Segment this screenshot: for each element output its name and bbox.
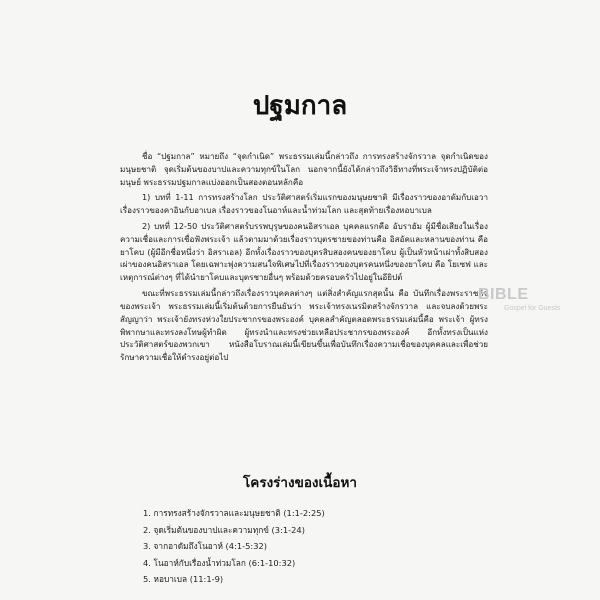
body-text (120, 150, 488, 367)
summary-paragraph: ขณะที่พระธรรมเล่มนี้กล่าวถึงเรื่องราวบุคคลต่างๆ แต่สิ่งสำคัญแรกสุดนั้น คือ บันทึกเรื่องพระราชกิจของพระเจ้า พระธรรมเล่มนี้เริ่มต้นด้วยการยืนยันว่า พระเจ้าทรงเนรมิตสร้างจักรวาล และจบลงด้วยพระสัญญาว่า พระเจ้ายังทรงห่วงใยประชากรของพระองค์ บุคคลสำคัญตลอดพระธรรมเล่มนี้คือ พระเจ้า ผู้ทรงพิพากษาและทรงลงโทษผู้ทำผิด ผู้ทรงนำและทรงช่วยเหลือประชากรของพระองค์ อีกทั้งทรงเป็นแห่งประวัติศาสตร์ของพวกเขา หนังสือโบราณเล่มนี้เขียนขึ้นเพื่อบันทึกเรื่องความเชื่อของบุคคลและเพื่อช่วยรักษาความเชื่อให้ดำรงอยู่ต่อไป (120, 287, 488, 363)
watermark-main-text: BIBLE (478, 286, 529, 303)
page-title: ปฐมกาล (252, 91, 348, 121)
intro-paragraph: ชื่อ “ปฐมกาล” หมายถึง “จุดกำเนิด” พระธรรมเล่มนี้กล่าวถึง การทรงสร้างจักรวาล จุดกำเนิดของมนุษยชาติ จุดเริ่มต้นของบาปและความทุกข์ในโลก นอกจากนี้ยังได้กล่าวถึงวิธีทางที่พระเจ้าทรงปฏิบัติต่อมนุษย์ พระธรรมปฐมกาลแบ่งออกเป็นสองตอนหลักคือ (120, 151, 488, 187)
section-paragraph-2: 2) บทที่ 12-50 ประวัติศาสตร์บรรพบุรุษของคนอิสราเอล บุคคลแรกคือ อับราฮัม ผู้มีชื่อเสียงในเรื่องความเชื่อและการเชื่อฟังพระเจ้า แล้วตามมาด้วยเรื่องราวบุตรชายของท่านคือ อิสอัคและหลานของท่าน คือ ยาโคบ (ผู้มีอีกชื่อหนึ่งว่า อิสราเอล) อีกทั้งเรื่องราวของบุตรสิบสองคนของยาโคบ ผู้เป็นหัวหน้าเผ่าทั้งสิบสองเผ่าของคนอิสราเอล โดยเฉพาะพุ่งความสนใจพิเศษไปที่เรื่องราวของบุตรคนหนึ่งของยาโคบ คือ โยเซฟ และเหตุการณ์ต่างๆ ที่ได้นำยาโคบและบุตรชายอื่นๆ พร้อมด้วยครอบครัวไปอยู่ในอียิปต์ (120, 220, 488, 283)
section-paragraph-1: 1) บทที่ 1-11 การทรงสร้างโลก ประวัติศาสตร์เริ่มแรกของมนุษยชาติ มีเรื่องราวของอาดัมกับเอวา เรื่องราวของคาอินกับอาเบล เรื่องราวของโนอาห์และน้ำท่วมโลก และสุดท้ายเรื่องหอบาเบล (120, 192, 488, 216)
outline-item: 1. การทรงสร้างจักรวาลและมนุษยชาติ (1:1-2:25) (143, 508, 325, 518)
watermark (478, 286, 598, 313)
outline-item: 3. จากอาดัมถึงโนอาห์ (4:1-5:32) (143, 541, 267, 551)
watermark-sub-text: Gospel for Guests (504, 305, 561, 312)
outline-heading: โครงร่างของเนื้อหา (243, 475, 357, 491)
outline-list (143, 505, 325, 588)
outline-item: 5. หอบาเบล (11:1-9) (143, 574, 224, 584)
outline-item: 2. จุดเริ่มต้นของบาปและความทุกข์ (3:1-24) (143, 524, 305, 535)
outline-item: 4. โนอาห์กับเรื่องน้ำท่วมโลก (6:1-10:32) (143, 557, 296, 568)
